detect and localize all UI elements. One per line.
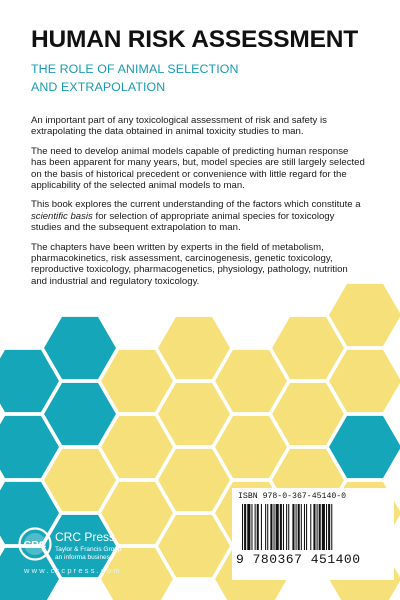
blurb bbox=[31, 115, 366, 295]
barcode-bar bbox=[298, 504, 300, 550]
barcode-bar bbox=[247, 504, 250, 550]
barcode-bar bbox=[319, 504, 321, 550]
crc-press-logo-icon bbox=[18, 527, 52, 561]
barcode-bar bbox=[310, 504, 311, 550]
publisher-business: an informa business bbox=[55, 554, 114, 561]
book-subtitle bbox=[31, 60, 239, 96]
barcode-panel bbox=[232, 488, 394, 580]
barcode-bar bbox=[328, 504, 330, 550]
blurb-paragraph-1: An important part of any toxicological assessment of risk and safety is extrapolating the data obtained in animal toxicity studies to man. bbox=[31, 115, 327, 138]
logo-text: CRC bbox=[23, 539, 47, 551]
barcode-number: 9 780367 451400 bbox=[236, 552, 361, 567]
blurb-paragraph-3-end: for selection of appropriate animal species for toxicology studies and the subsequent extrapolation to man. bbox=[31, 210, 335, 234]
barcode-bar bbox=[255, 504, 256, 550]
barcode-bar bbox=[265, 504, 266, 550]
blurb-paragraph-2: The need to develop animal models capable of predicting human response has been apparent for many years, but, model species are still largely selected on the basis of historical precedent or convenience with little regard for the applicability of the selected animal models to man. bbox=[31, 145, 365, 192]
barcode-bar bbox=[242, 504, 243, 550]
publisher-group: Taylor & Francis Group bbox=[55, 546, 122, 553]
barcode-bar bbox=[326, 504, 327, 550]
barcode-bar bbox=[261, 504, 262, 550]
book-title: HUMAN RISK ASSESSMENT bbox=[31, 26, 359, 53]
barcode-bar bbox=[280, 504, 282, 550]
publisher-website: www.crcpress.com bbox=[24, 566, 122, 575]
barcode-bar bbox=[317, 504, 318, 550]
blurb-paragraph-3 bbox=[31, 199, 366, 233]
blurb-paragraph-4: The chapters have been written by experts in the field of metabolism, pharmacokinetics, risk assessment, carcinogenesis, genetic toxicology, reproductive toxicology, pharmacogenetics, physiology, pathology, nutrition and industrial and regulatory toxicology. bbox=[31, 241, 348, 287]
emphasis-scientific-basis: scientific basis bbox=[31, 210, 93, 222]
barcode-bar bbox=[274, 504, 275, 550]
publisher-name: CRC Press bbox=[55, 530, 116, 544]
barcode-bar bbox=[306, 504, 307, 550]
barcode-bar bbox=[244, 504, 246, 550]
blurb-paragraph-3-start: This book explores the current understanding of the factors which constitute a bbox=[31, 199, 361, 211]
barcode-bar bbox=[292, 504, 294, 550]
barcode-bar bbox=[331, 504, 332, 550]
barcode-bar bbox=[313, 504, 315, 550]
barcode-bar bbox=[270, 504, 272, 550]
barcode-bar bbox=[288, 504, 289, 550]
subtitle-line-2: AND EXTRAPOLATION bbox=[31, 80, 166, 94]
subtitle-line-1: THE ROLE OF ANIMAL SELECTION bbox=[31, 62, 239, 76]
isbn-label: ISBN 978-0-367-45140-0 bbox=[238, 492, 347, 501]
barcode-bar bbox=[322, 504, 325, 550]
barcode-bar bbox=[276, 504, 279, 550]
barcode-bar bbox=[286, 504, 287, 550]
barcode-bar bbox=[304, 504, 305, 550]
barcode-image bbox=[240, 504, 386, 550]
barcode-bar bbox=[283, 504, 284, 550]
barcode-bar bbox=[257, 504, 259, 550]
barcode-bar bbox=[296, 504, 297, 550]
barcode-bar bbox=[267, 504, 268, 550]
barcode-bar bbox=[251, 504, 252, 550]
barcode-bar bbox=[301, 504, 302, 550]
